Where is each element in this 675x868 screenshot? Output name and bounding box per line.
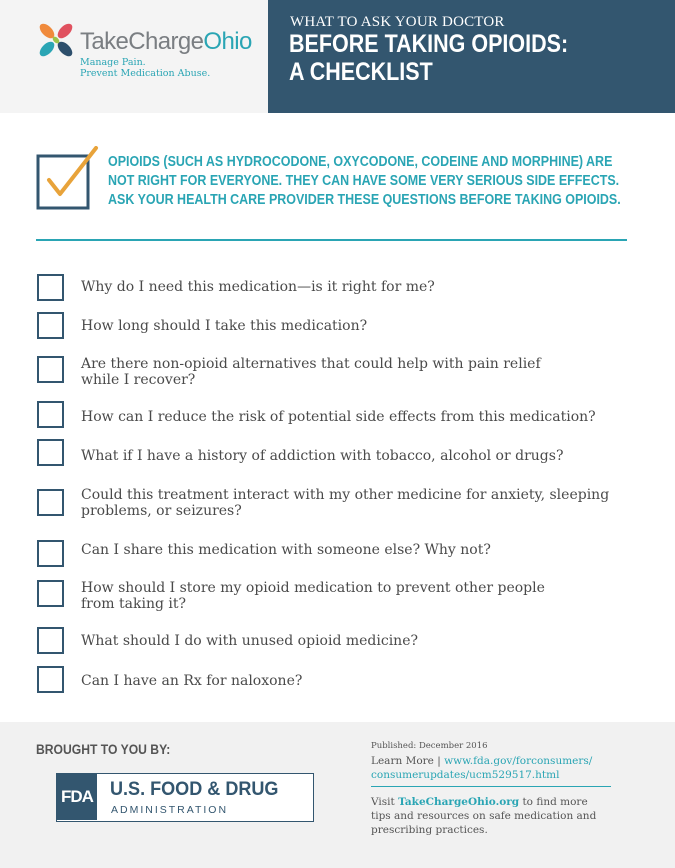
published-date: Published: December 2016 [371, 741, 488, 751]
question-line: What should I do with unused opioid medicine? [81, 633, 418, 649]
intro-line: NOT RIGHT FOR EVERYONE. THEY CAN HAVE SOME VERY SERIOUS SIDE EFFECTS. [108, 173, 620, 189]
logo-tagline [80, 57, 210, 79]
brought-to-you-by: BROUGHT TO YOU BY: [36, 742, 171, 757]
checkbox[interactable] [37, 274, 64, 301]
question-line: Why do I need this medication—is it right for me? [81, 279, 435, 295]
question-text [81, 580, 661, 612]
learn-more [371, 754, 592, 782]
question-line: How long should I take this medication? [81, 318, 368, 334]
checkbox[interactable] [37, 439, 64, 466]
question-text [81, 356, 661, 388]
learn-more-label: Learn More | [371, 755, 445, 767]
checkbox[interactable] [37, 356, 64, 383]
page-title [289, 30, 568, 86]
question-line: Can I have an Rx for naloxone? [81, 673, 303, 689]
question-text [81, 279, 661, 295]
title-line: A CHECKLIST [289, 58, 433, 86]
question-line: Can I share this medication with someone else? Why not? [81, 542, 491, 558]
tagline-line: Manage Pain. [80, 57, 146, 68]
question-text [81, 448, 661, 464]
fda-subtitle: ADMINISTRATION [111, 804, 229, 816]
intro-text [108, 153, 621, 210]
x-leaves-logo-icon [36, 20, 76, 60]
footer [0, 722, 675, 868]
question-line: How should I store my opioid medication to prevent other people [81, 580, 545, 596]
checkbox[interactable] [37, 401, 64, 428]
question-text [81, 409, 661, 425]
checked-box-icon [36, 146, 100, 212]
fda-badge: FDA [57, 774, 97, 820]
question-line: How can I reduce the risk of potential side effects from this medication? [81, 409, 596, 425]
header-kicker: WHAT TO ASK YOUR DOCTOR [290, 14, 505, 30]
visit-line: prescribing practices. [371, 824, 488, 836]
visit-line: tips and resources on safe medication and [371, 810, 597, 822]
footer-divider [371, 786, 611, 787]
question-line: What if I have a history of addiction with tobacco, alcohol or drugs? [81, 448, 564, 464]
checkbox[interactable] [37, 489, 64, 516]
question-text [81, 318, 661, 334]
fda-name: U.S. FOOD & DRUG [110, 779, 279, 800]
visit-text [371, 795, 596, 837]
intro-line: OPIOIDS (SUCH AS HYDROCODONE, OXYCODONE, CODEINE AND MORPHINE) ARE [108, 154, 613, 170]
checkbox[interactable] [37, 666, 64, 693]
header [0, 0, 675, 113]
question-line: while I recover? [81, 372, 196, 388]
checkbox[interactable] [37, 580, 64, 607]
visit-prefix: Visit [371, 796, 399, 808]
fda-link[interactable]: www.fda.gov/forconsumers/ [444, 755, 593, 767]
question-text [81, 633, 661, 649]
logo-name [80, 28, 252, 56]
visit-suffix: to find more [519, 796, 588, 808]
checkbox[interactable] [37, 312, 64, 339]
fda-link-continued[interactable]: consumerupdates/ucm529517.html [371, 769, 560, 781]
question-line: from taking it? [81, 596, 186, 612]
site-link[interactable]: TakeChargeOhio.org [398, 796, 520, 808]
divider-rule [36, 239, 627, 241]
logo-panel [0, 0, 268, 113]
checkbox[interactable] [37, 627, 64, 654]
question-text [81, 487, 661, 519]
question-line: problems, or seizures? [81, 503, 242, 519]
fda-logo [56, 773, 314, 822]
checkbox[interactable] [37, 540, 64, 567]
question-text [81, 673, 661, 689]
question-line: Could this treatment interact with my other medicine for anxiety, sleeping [81, 487, 610, 503]
logo-name-part1: TakeCharge [80, 28, 204, 55]
logo-name-part2: Ohio [203, 28, 252, 55]
intro-line: ASK YOUR HEALTH CARE PROVIDER THESE QUESTIONS BEFORE TAKING OPIOIDS. [108, 192, 621, 208]
title-line: BEFORE TAKING OPIOIDS: [289, 30, 569, 58]
question-text [81, 542, 661, 558]
question-line: Are there non-opioid alternatives that could help with pain relief [81, 356, 541, 372]
tagline-line: Prevent Medication Abuse. [80, 68, 211, 79]
